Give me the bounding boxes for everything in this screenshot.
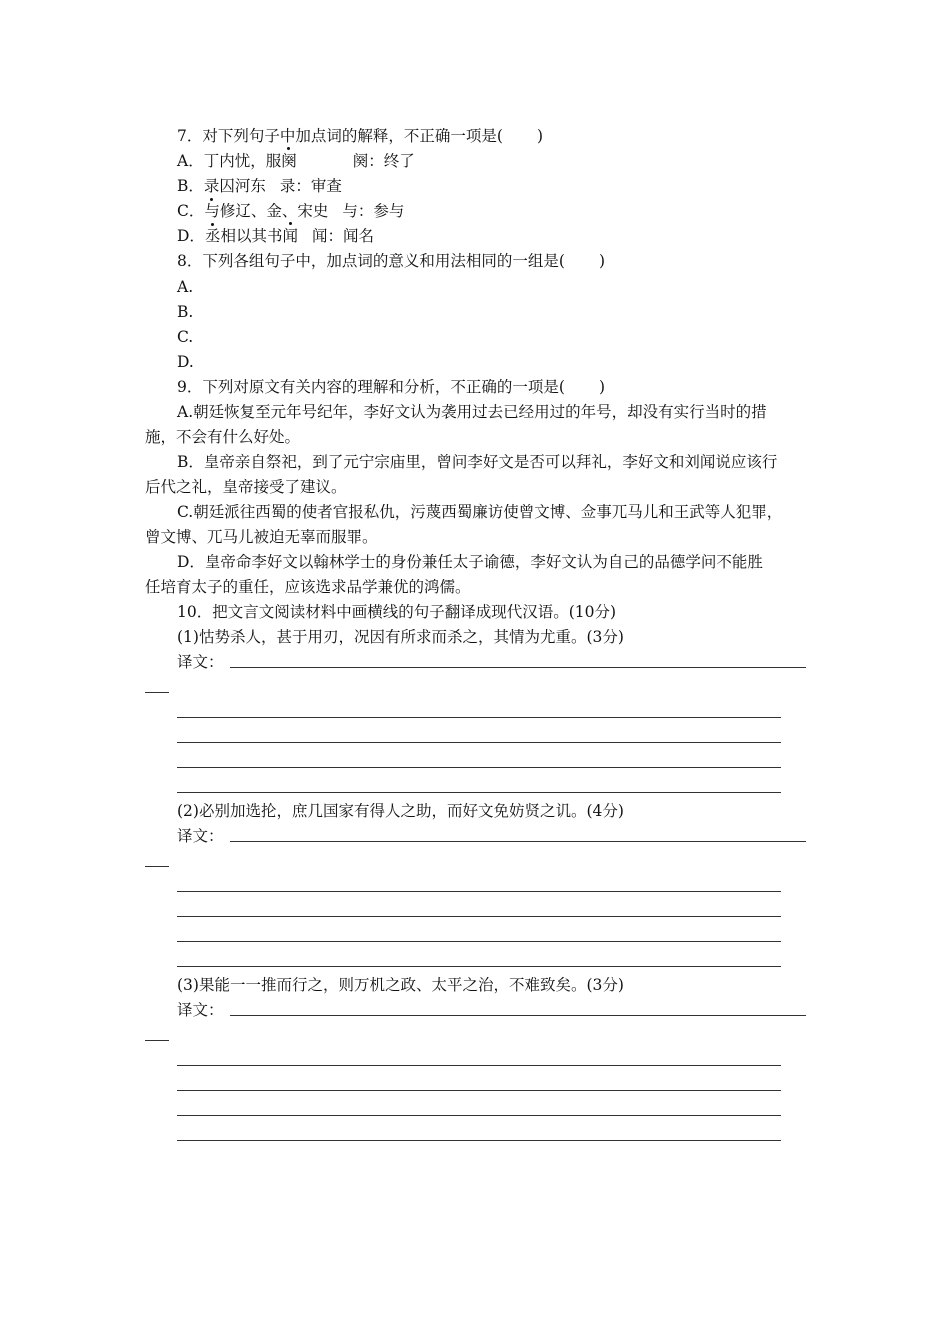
- emphasis-dot: 与: [204, 202, 220, 220]
- q10-translation-label-3: 译文：: [177, 1001, 224, 1019]
- q9-stem: 9．下列对原文有关内容的理解和分析，不正确的一项是( ): [177, 378, 606, 396]
- answer-line[interactable]: [177, 941, 781, 942]
- q10-translation-label-1: 译文：: [177, 653, 224, 671]
- answer-line[interactable]: [177, 916, 781, 917]
- q10-stem: 10．把文言文阅读材料中画横线的句子翻译成现代汉语。(10分): [177, 603, 617, 621]
- q8-option-d: D.: [177, 353, 194, 371]
- q7-option-d: D．丞相以其书闻 闻：闻名: [177, 227, 374, 245]
- q10-sentence-1: (1)怙势杀人，甚于用刃，况因有所求而杀之，其情为尤重。(3分): [177, 628, 624, 646]
- q10-sentence-3: (3)果能一一推而行之，则万机之政、太平之治，不难致矣。(3分): [177, 976, 624, 994]
- q7-option-c: C．与修辽、金、宋史 与：参与: [177, 202, 405, 220]
- q10-sentence-2: (2)必别加选抡，庶几国家有得人之助，而好文免妨贤之讥。(4分): [177, 802, 624, 820]
- answer-line[interactable]: [177, 966, 781, 967]
- answer-line: [145, 692, 169, 693]
- q7-option-b: B．录囚河东 录：审查: [177, 177, 342, 195]
- answer-line: [145, 866, 169, 867]
- answer-line[interactable]: [177, 792, 781, 793]
- answer-line[interactable]: [177, 1140, 781, 1141]
- q9-option-d-line1: D．皇帝命李好文以翰林学士的身份兼任太子谕德，李好文认为自己的品德学问不能胜: [177, 553, 763, 571]
- answer-line[interactable]: [230, 1015, 806, 1016]
- q7-option-a: A．丁内忧，服阕 阕：终了: [177, 152, 415, 170]
- answer-line[interactable]: [230, 841, 806, 842]
- q8-option-b: B.: [177, 303, 194, 321]
- answer-line[interactable]: [177, 717, 781, 718]
- answer-line[interactable]: [177, 891, 781, 892]
- answer-line[interactable]: [177, 1065, 781, 1066]
- q8-option-a: A.: [177, 278, 194, 296]
- answer-line[interactable]: [177, 1090, 781, 1091]
- q10-translation-label-2: 译文：: [177, 827, 224, 845]
- q7-stem: 7．对下列句子中加点词的解释，不正确一项是( ): [177, 127, 544, 145]
- q8-option-c: C.: [177, 328, 194, 346]
- answer-line[interactable]: [177, 767, 781, 768]
- q9-option-d-line2: 任培育太子的重任，应该选求品学兼优的鸿儒。: [145, 578, 471, 596]
- emphasis-dot: 录: [203, 177, 220, 195]
- q9-option-c-line1: C.朝廷派往西蜀的使者官报私仇，污蔑西蜀廉访使曾文博、佥事兀马儿和王武等人犯罪，: [177, 503, 783, 521]
- answer-line[interactable]: [177, 1115, 781, 1116]
- answer-line[interactable]: [230, 667, 806, 668]
- q9-option-c-line2: 曾文博、兀马儿被迫无辜而服罪。: [145, 528, 378, 546]
- q9-option-a-line2: 施，不会有什么好处。: [145, 428, 301, 446]
- answer-line[interactable]: [177, 742, 781, 743]
- q9-option-b-line1: B．皇帝亲自祭祀，到了元宁宗庙里，曾问李好文是否可以拜礼，李好文和刘闻说应该行: [177, 453, 778, 471]
- emphasis-dot: 闻: [282, 227, 298, 245]
- emphasis-dot: 阕: [281, 152, 297, 170]
- answer-line: [145, 1040, 169, 1041]
- q8-stem: 8．下列各组句子中，加点词的意义和用法相同的一组是( ): [177, 252, 606, 270]
- q9-option-a-line1: A.朝廷恢复至元年号纪年，李好文认为袭用过去已经用过的年号，却没有实行当时的措: [177, 403, 767, 421]
- q9-option-b-line2: 后代之礼，皇帝接受了建议。: [145, 478, 347, 496]
